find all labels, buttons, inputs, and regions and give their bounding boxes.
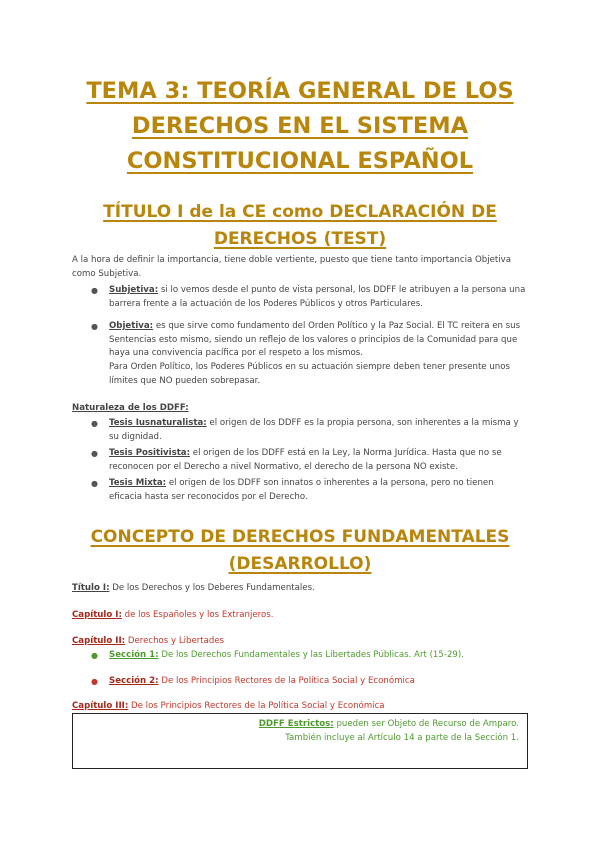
titulo-label: Título I: [72,583,110,593]
section2-heading-line1: CONCEPTO DE DERECHOS FUNDAMENTALES [90,527,510,547]
capitulo1-label: Capítulo I: [72,610,122,620]
capitulo1-text: de los Españoles y los Extranjeros. [121,610,274,620]
bullet-subjetiva-label: Subjetiva: [109,285,159,295]
capitulo2-line [72,635,224,649]
section1-heading-line1: TÍTULO I de la CE como DECLARACIÓN DE [103,202,497,222]
seccion1-text: De los Derechos Fundamentales y las Libertades Públicas. Art (15-29). [158,650,464,660]
titulo-line [72,582,315,596]
seccion2-label: Sección 2: [109,676,159,686]
section1-heading-line2: DERECHOS (TEST) [213,229,387,249]
capitulo3-text: De los Principios Rectores de la Política Social y Económica [128,701,385,711]
section1-heading [40,199,560,253]
section2-heading-line2: (DESARROLLO) [228,554,372,574]
tesis-mixta [109,477,529,504]
seccion1-line [109,649,464,663]
main-title-line3: CONSTITUCIONAL ESPAÑOL [126,148,474,174]
tesis-mixta-label: Tesis Mixta: [109,478,167,488]
naturaleza-heading: Naturaleza de los DDFF: [72,403,189,413]
bullet-objetiva-text: es que sirve como fundamento del Orden Político y la Paz Social. El TC reitera en sus Sentencias esto mismo, siendo un reflejo de los valores o principios de la Comunidad para que haya una convivencia pacífica por el respeto a los mismos. [109,321,521,358]
tesis-mixta-text: el origen de los DDFF son innatos o inherentes a la persona, pero no tienen eficacia hasta ser reconocidos por el Derecho. [109,478,494,502]
bullet-dot: ● [91,651,98,660]
bullet-objetiva-label: Objetiva: [109,321,154,331]
tesis-positivista [109,447,529,474]
section2-heading [40,524,560,578]
ddff-estrictos-note [259,718,519,745]
seccion2-text: De los Principios Rectores de la Política Social y Económica [158,676,415,686]
bullet-dot: ● [91,286,98,295]
ddff-estrictos-line2: También incluye al Artículo 14 a parte de la Sección 1. [285,732,519,743]
intro-paragraph: A la hora de definir la importancia, tiene doble vertiente, puesto que tiene tanto importancia Objetiva como Subjetiva. [72,255,511,279]
bullet-dot: ● [91,322,98,331]
tesis-positivista-label: Tesis Positivista: [109,448,191,458]
tesis-iusnaturalista-text: el origen de los DDFF es la propia persona, son inherentes a la misma y su dignidad. [109,418,519,442]
seccion2-line [109,675,415,689]
capitulo2-text: Derechos y Libertades [125,636,225,646]
main-title-line1: TEMA 3: TEORÍA GENERAL DE LOS [86,78,514,104]
ddff-estrictos-box [72,713,528,769]
bullet-dot: ● [91,449,98,458]
capitulo3-label: Capítulo III: [72,701,129,711]
capitulo1-line [72,609,273,623]
bullet-subjetiva [109,284,529,311]
objetiva-extra: Para Orden Político, los Poderes Públicos en su actuación siempre deben tener presente unos límites que NO pueden sobrepasar. [109,362,510,386]
tesis-iusnaturalista [109,417,529,444]
bullet-subjetiva-text: si lo vemos desde el punto de vista personal, los DDFF le atribuyen a la persona una barrera frente a la actuación de los Poderes Públicos y otros Particulares. [109,285,526,309]
tesis-positivista-text: el origen de los DDFF está en la Ley, la Norma Jurídica. Hasta que no se reconocen por el Derecho a nivel Normativo, el derecho de la persona NO existe. [109,448,502,472]
bullet-dot: ● [91,677,98,686]
capitulo2-label: Capítulo II: [72,636,126,646]
seccion1-label: Sección 1: [109,650,159,660]
bullet-dot: ● [91,479,98,488]
main-title [40,74,560,179]
ddff-estrictos-text: pueden ser Objeto de Recurso de Amparo. [333,719,519,729]
ddff-estrictos-label: DDFF Estrictos: [258,719,334,729]
capitulo3-line [72,700,385,714]
main-title-line2: DERECHOS EN EL SISTEMA [131,113,469,139]
tesis-iusnaturalista-label: Tesis Iusnaturalista: [109,418,207,428]
bullet-dot: ● [91,419,98,428]
titulo-text: De los Derechos y los Deberes Fundamentales. [109,583,315,593]
bullet-objetiva [109,320,529,361]
